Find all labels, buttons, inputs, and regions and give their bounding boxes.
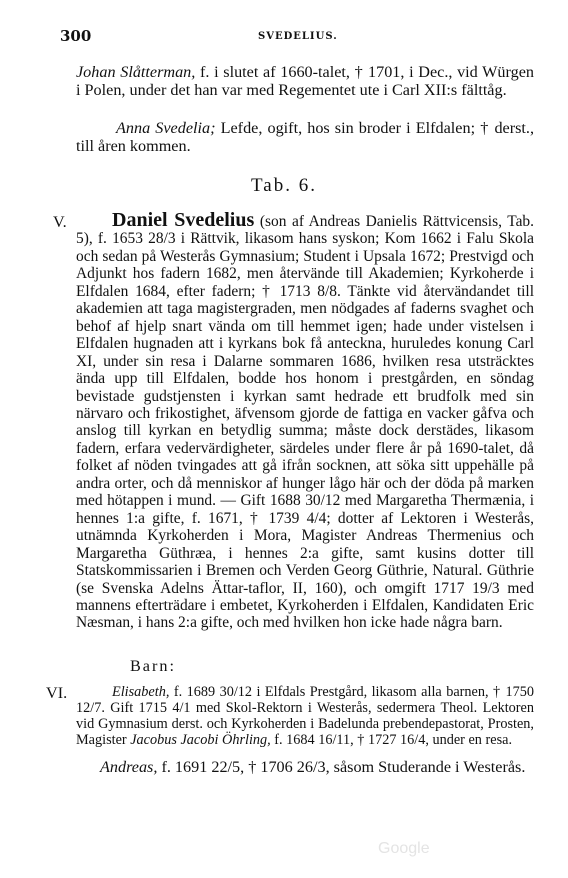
entry-anna bbox=[76, 119, 534, 156]
tab-heading: Tab. 6. bbox=[251, 175, 317, 196]
running-title: SVEDELIUS. bbox=[258, 31, 338, 42]
entry-daniel bbox=[76, 209, 535, 632]
entry-text-2: f. 1684 16/11, † 1727 16/4, under en resa. bbox=[270, 732, 513, 749]
digitizer-watermark: Google bbox=[378, 840, 430, 857]
children-heading: Barn: bbox=[130, 657, 176, 675]
spouse-name: Jacobus Jacobi Öhrling, bbox=[130, 732, 271, 749]
entry-name: Andreas, bbox=[100, 758, 158, 776]
entry-text: f. i slutet af 1660-talet, † 1701, i Dec., vid Würgen i Polen, under det han var med Regementet ute i Carl XII:s fälttåg. bbox=[76, 63, 534, 100]
entry-name: Elisabeth, bbox=[112, 684, 170, 700]
entry-text: Lefde, ogift, hos sin broder i Elfdalen; † derst., till åren kommen. bbox=[76, 119, 535, 156]
page-number: 300 bbox=[60, 27, 92, 45]
entry-johan bbox=[76, 63, 534, 100]
entry-name: Anna Svedelia; bbox=[116, 119, 216, 137]
entry-text: f. 1689 30/12 i Elfdals Prestgård, likasom alla barnen, † 1750 12/7. Gift 1715 4/1 med Skol-Rektorn i Westerås, sedermera Theol. Lektoren vid Gymnasium derst. och Kyrkoherden i Badelunda prebendepastorat, Prosten, Magister bbox=[76, 684, 534, 749]
entry-numeral: VI. bbox=[46, 684, 68, 702]
entry-andreas bbox=[76, 758, 534, 776]
entry-text: f. 1691 22/5, † 1706 26/3, såsom Studerande i Westerås. bbox=[157, 758, 526, 776]
entry-elisabeth bbox=[76, 684, 534, 748]
entry-text: (son af Andreas Danielis Rättvicensis, Tab. 5), f. 1653 28/3 i Rättvik, likasom hans syskon; Kom 1662 i Falu Skola och sedan på Westerås Gymnasium; Student i Upsala 1672; Prestvigd och Adjunkt hos fadern 1682, men återvände till Akademien; Kyrkoherde i Elfdalen 1684, efter fadern; † 1713 8/8. Tänkte vid återvändandet till akademien att taga magistergraden, men nödgades af faderns svaghet och behof af hjelp snart vända om till hemmet igen; hade under vistelsen i Elfdalen hugnaden att i kyrkans bok få anteckna, huruledes konung Carl XI, under sin resa i Dalarne sommaren 1686, hvilken resa utsträcktes ända upp till Elfdalen, bodde hos honom i prestgården, en söndag bevistade gudstjensten i kyrkan samt hedrade ett brudfolk med sin närvaro och frikostighet, äfvensom gjorde de fattiga en vacker gåfva och anslog till kyrkan en betydlig summa; måste dock derstädes, likasom fadern, erfara vedervärdigheter, särdeles under flere år på 1690-talet, då folket af nöden tvingades att gå ifrån socknen, att söka sitt uppehälle på andra orter, och då menniskor af hunger lågo här och der döda på marken med hötappen i mund. — Gift 1688 30/12 med Margaretha Thermænia, i hennes 1:a gifte, f. 1671, † 1739 4/4; dotter af Lektoren i Westerås, utnämnda Kyrkoherden i Mora, Magister Andreas Thermenius och Margaretha Güthræa, i hennes 2:a gifte, samt kusins dotter till Statskommissarien i Bremen och Verden Georg Güthrie, Natural. Güthrie (se Svenska Adelns Ättar-taflor, II, 160), och omgift 1717 19/3 med mannens efterträdare i embetet, Kyrkoherden i Elfdalen, Kandidaten Eric Næsman, i hans 2:a gifte, och med hvilken hon icke hade några barn. bbox=[76, 213, 535, 632]
entry-numeral: V. bbox=[53, 213, 67, 231]
entry-name: Daniel Svedelius bbox=[112, 209, 255, 231]
entry-name: Johan Slåtterman, bbox=[76, 63, 196, 81]
